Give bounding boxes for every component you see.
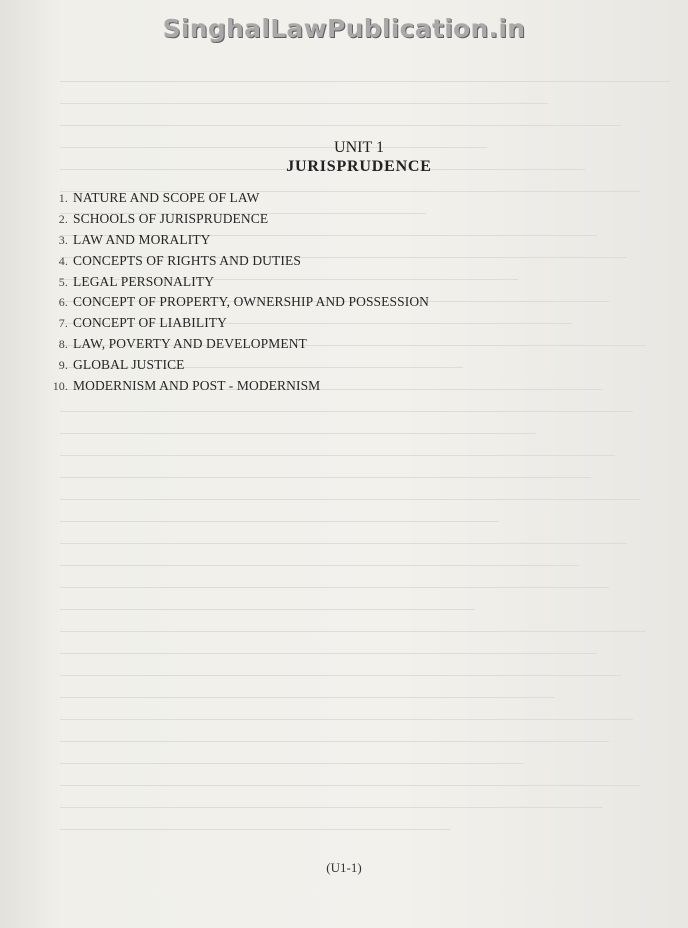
topic-number: 1. <box>58 191 68 205</box>
topic-number: 2. <box>58 211 68 226</box>
list-item <box>40 232 640 253</box>
list-item <box>40 336 640 357</box>
topic-number: 4. <box>58 253 68 268</box>
topic-list <box>40 190 640 399</box>
topic-label: CONCEPT OF LIABILITY <box>73 315 228 331</box>
topic-label: CONCEPT OF PROPERTY, OWNERSHIP AND POSSESSION <box>73 294 430 310</box>
unit-heading <box>0 139 688 176</box>
topic-number: 6. <box>58 295 68 310</box>
unit-number: UNIT 1 <box>334 139 384 156</box>
watermark-text: SinghalLawPublication.in <box>162 14 526 43</box>
topic-label: SCHOOLS OF JURISPRUDENCE <box>73 210 269 226</box>
list-item <box>40 211 640 232</box>
list-item <box>40 357 640 378</box>
page-number: (U1-1) <box>326 860 362 875</box>
topic-label: LAW AND MORALITY <box>73 231 211 247</box>
list-item <box>40 294 640 315</box>
list-item <box>40 274 640 295</box>
topic-label: CONCEPTS OF RIGHTS AND DUTIES <box>73 252 301 268</box>
unit-title: JURISPRUDENCE <box>286 158 432 175</box>
topic-number: 10. <box>52 379 68 394</box>
topic-label: LEGAL PERSONALITY <box>73 273 215 289</box>
topic-number: 7. <box>58 316 68 331</box>
topic-number: 3. <box>58 232 68 247</box>
topic-number: 9. <box>58 358 68 373</box>
topic-number: 5. <box>58 274 68 289</box>
topic-label: GLOBAL JUSTICE <box>73 357 185 373</box>
reverse-side-show-through <box>60 60 670 850</box>
topic-label: LAW, POVERTY AND DEVELOPMENT <box>73 336 307 352</box>
topic-label: NATURE AND SCOPE OF LAW <box>73 190 260 205</box>
topic-number: 8. <box>58 337 68 352</box>
list-item <box>40 315 640 336</box>
list-item <box>40 253 640 274</box>
topic-label: MODERNISM AND POST - MODERNISM <box>73 378 321 394</box>
list-item <box>40 378 640 399</box>
list-item <box>40 190 640 211</box>
